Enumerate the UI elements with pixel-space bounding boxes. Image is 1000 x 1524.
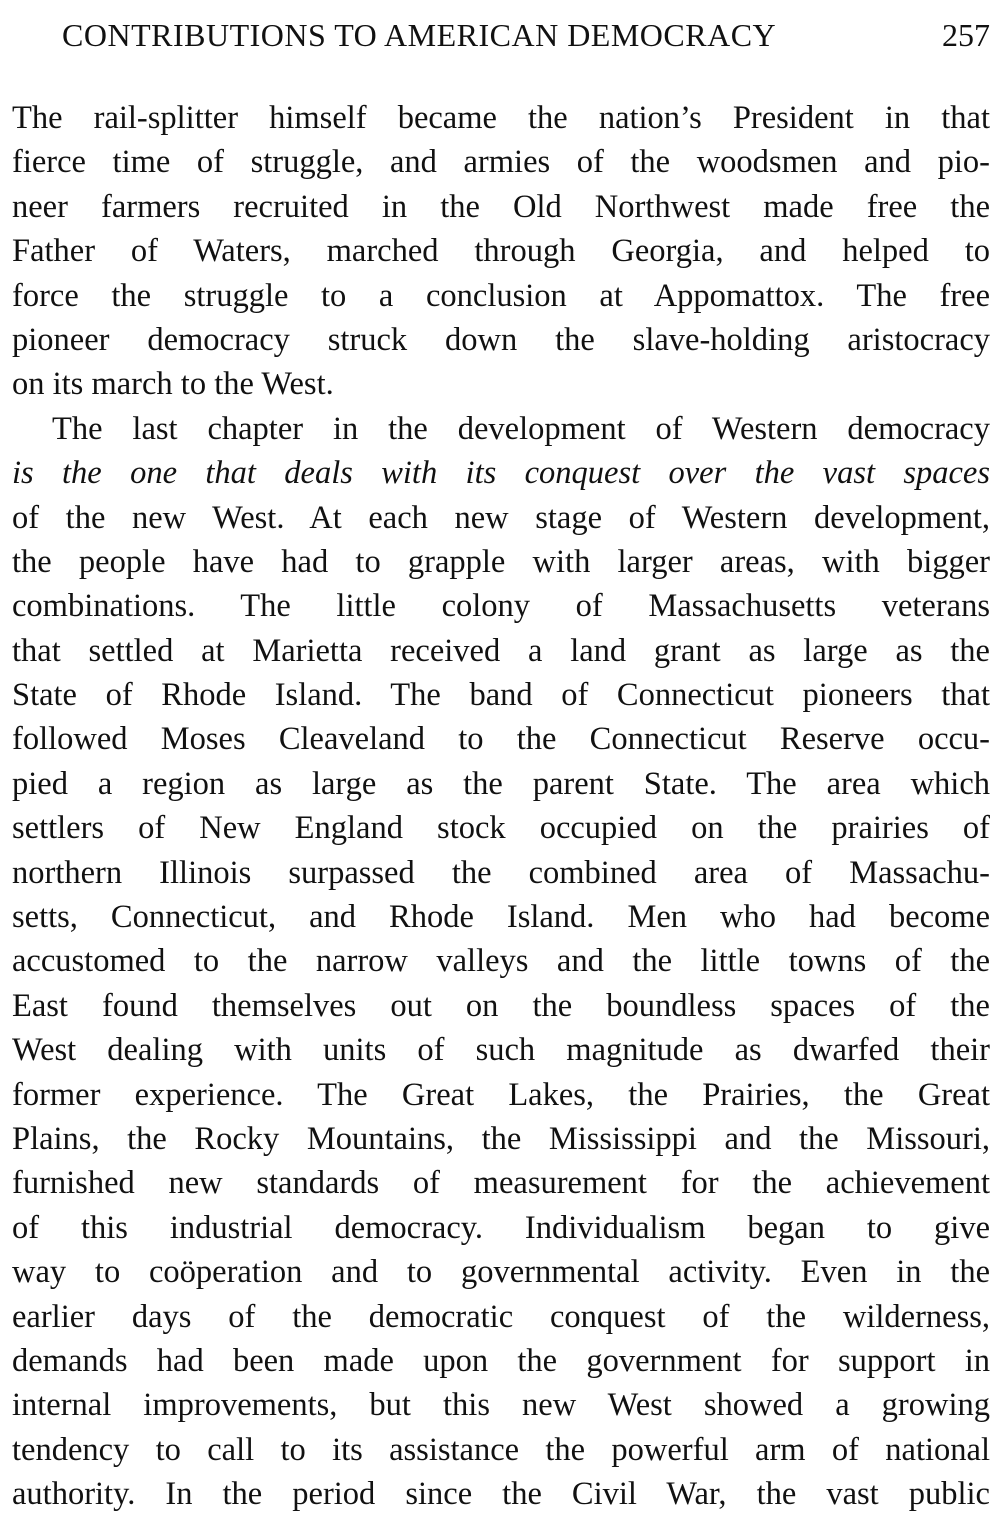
text-line: authority. In the period since the Civil War, the vast public — [12, 1476, 990, 1513]
text-line: neer farmers recruited in the Old Northwest made free the — [12, 188, 990, 225]
running-title: CONTRIBUTIONS TO AMERICAN DEMOCRACY — [62, 17, 777, 53]
text-line: tendency to call to its assistance the powerful arm of national — [12, 1431, 990, 1468]
text-line: the people have had to grapple with larger areas, with bigger — [12, 543, 990, 580]
text-line: The last chapter in the development of Western democracy — [52, 410, 990, 447]
text-line: of the new West. At each new stage of Western development, — [12, 499, 990, 536]
text-line: pioneer democracy struck down the slave-holding aristocracy — [12, 321, 990, 358]
text-line: northern Illinois surpassed the combined area of Massachu- — [12, 854, 990, 891]
text-line: fierce time of struggle, and armies of the woodsmen and pio- — [12, 144, 990, 181]
text-line: furnished new standards of measurement for the achievement — [12, 1165, 990, 1202]
text-line: on its march to the West. — [12, 366, 334, 403]
text-line: internal improvements, but this new West showed a growing — [12, 1387, 990, 1424]
text-line: of this industrial democracy. Individualism began to give — [12, 1209, 990, 1246]
text-line: settlers of New England stock occupied on the prairies of — [12, 810, 990, 847]
text-line: demands had been made upon the government for support in — [12, 1342, 990, 1379]
text-line: is the one that deals with its conquest over the vast spaces — [12, 455, 990, 492]
page-number: 257 — [942, 17, 990, 53]
text-line: former experience. The Great Lakes, the Prairies, the Great — [12, 1076, 990, 1113]
text-line: East found themselves out on the boundless spaces of the — [12, 987, 990, 1024]
text-line: earlier days of the democratic conquest of the wilderness, — [12, 1298, 990, 1335]
text-line: way to coöperation and to governmental activity. Even in the — [12, 1254, 990, 1291]
text-line: The rail-splitter himself became the nation’s President in that — [12, 100, 990, 136]
paragraph-1 — [12, 96, 990, 407]
body-text — [12, 96, 990, 1517]
text-line: pied a region as large as the parent State. The area which — [12, 765, 990, 802]
text-line: combinations. The little colony of Massachusetts veterans — [12, 588, 990, 625]
text-line: Father of Waters, marched through Georgia, and helped to — [12, 233, 990, 270]
text-line: West dealing with units of such magnitude as dwarfed their — [12, 1032, 990, 1069]
text-line: Plains, the Rocky Mountains, the Mississippi and the Missouri, — [12, 1120, 990, 1157]
running-head — [12, 10, 992, 60]
text-line: force the struggle to a conclusion at Appomattox. The free — [12, 277, 990, 314]
text-line: State of Rhode Island. The band of Connecticut pioneers that — [12, 677, 990, 714]
text-line: setts, Connecticut, and Rhode Island. Men who had become — [12, 899, 990, 936]
text-line: followed Moses Cleaveland to the Connecticut Reserve occu- — [12, 721, 990, 758]
text-line: accustomed to the narrow valleys and the little towns of the — [12, 943, 990, 980]
text-line: that settled at Marietta received a land grant as large as the — [12, 632, 990, 669]
paragraph-2 — [12, 407, 990, 1517]
